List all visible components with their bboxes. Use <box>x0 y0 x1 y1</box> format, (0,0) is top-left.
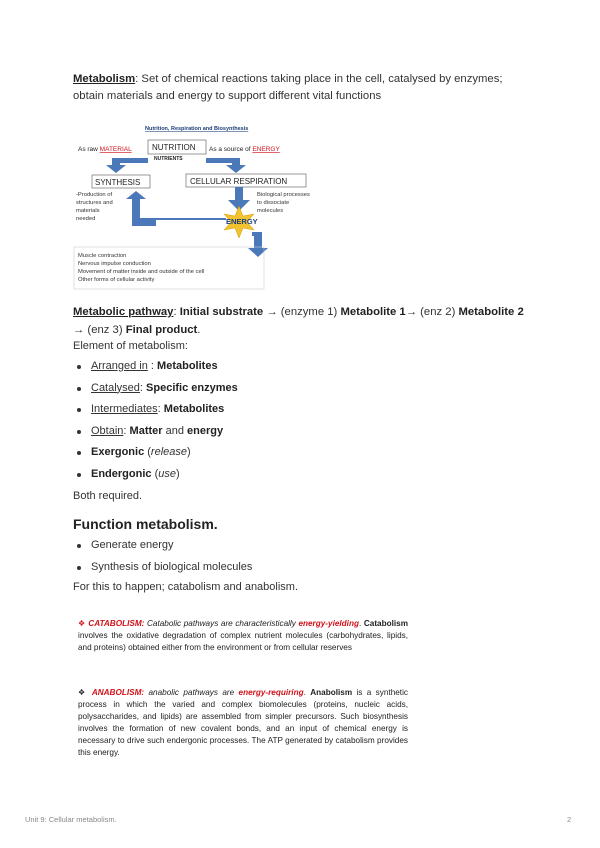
nutrition-to-respiration-arrow <box>206 158 246 173</box>
energy-uses-list <box>78 253 204 283</box>
list-item: Endergonic (use) <box>73 464 238 486</box>
svg-text:structures and: structures and <box>76 200 113 206</box>
respiration-label: CELLULAR RESPIRATION <box>190 177 288 186</box>
pathway-step: Initial substrate <box>179 306 264 318</box>
pathway-step: Metabolite 2 <box>458 306 524 318</box>
nutrition-label: NUTRITION <box>152 143 196 152</box>
svg-text:-Production of: -Production of <box>76 192 113 198</box>
metabolism-definition <box>73 71 533 105</box>
synthesis-note <box>76 192 113 222</box>
svg-text:needed: needed <box>76 216 96 222</box>
energy-label: ENERGY <box>226 217 258 226</box>
happen-text: For this to happen; catabolism and anabolism. <box>73 581 299 593</box>
svg-text:Movement of matter inside and: Movement of matter inside and outside of the cell <box>78 269 205 275</box>
list-item: Synthesis of biological molecules <box>73 557 252 579</box>
synthesis-label: SYNTHESIS <box>95 178 141 187</box>
functions-list <box>73 535 252 578</box>
footer-page-number: 2 <box>567 815 572 824</box>
nutrition-to-synthesis-arrow <box>106 158 148 173</box>
energy-to-synthesis-arrow <box>126 191 226 226</box>
nutrients-label: NUTRIENTS <box>154 156 183 162</box>
energy-source-label: As a source of ENERGY <box>209 146 280 153</box>
function-heading: Function metabolism. <box>73 516 218 532</box>
pathway-step: Metabolite 1 <box>340 306 406 318</box>
pathway-step: Final product <box>125 324 198 336</box>
anabolism-paragraph: ❖ ANABOLISM: anabolic pathways are energy-requiring. Anabolism is a synthetic process in which the varied and complex biomolecules (proteins, nucleic acids, polysaccharides, and lipids) are assembled from simpler precursors. Such biosynthesis involves the formation of new covalent bonds, and an input of chemical energy is necessary to drive such endergonic processes. The ATP generated by catabolism provides this energy. <box>78 688 408 757</box>
raw-material-label: As raw MATERIAL <box>78 146 132 153</box>
elements-intro: Element of metabolism: <box>73 340 188 352</box>
svg-text:materials: materials <box>76 208 100 214</box>
list-item: Intermediates: Metabolites <box>73 399 238 421</box>
catabolism-paragraph: ❖ CATABOLISM: Catabolic pathways are characteristically energy-yielding. Catabolism involves the oxidative degradation of complex nutrient molecules (carbohydrates, lipids, and proteins) obtained either from the environment or from cellular reserves <box>78 619 408 652</box>
metabolic-pathway: Metabolic pathway: Initial substrate → (enzyme 1) Metabolite 1→ (enz 2) Metabolite 2 → (enz 3) Final product. <box>73 306 524 336</box>
svg-text:Biological processes: Biological processes <box>257 192 310 198</box>
diagram-title: Nutrition, Respiration and Biosynthesis <box>145 126 249 132</box>
both-required: Both required. <box>73 490 143 502</box>
svg-text:to dissociate: to dissociate <box>257 200 290 206</box>
elements-list <box>73 356 238 485</box>
list-item: Exergonic (release) <box>73 442 238 464</box>
list-item: Arranged in : Metabolites <box>73 356 238 378</box>
pathway-label: Metabolic pathway <box>73 306 174 318</box>
metabolism-definition-text: : Set of chemical reactions taking place in the cell, catalysed by enzymes; obtain materials and energy to support different vital functions <box>73 73 503 102</box>
metabolism-term: Metabolism <box>73 73 136 85</box>
svg-text:Nervous impulse conduction: Nervous impulse conduction <box>78 261 151 267</box>
footer-unit: Unit 9: Cellular metabolism. <box>25 815 117 824</box>
list-item: Obtain: Matter and energy <box>73 421 238 443</box>
metabolism-diagram <box>70 120 340 290</box>
svg-text:Muscle contraction: Muscle contraction <box>78 253 127 259</box>
biological-process-note <box>257 192 310 214</box>
list-item: Generate energy <box>73 535 252 557</box>
svg-text:molecules: molecules <box>257 208 284 214</box>
svg-text:Other forms of cellular activi: Other forms of cellular activity <box>78 277 155 283</box>
list-item: Catalysed: Specific enzymes <box>73 378 238 400</box>
energy-to-uses-arrow <box>248 232 268 257</box>
